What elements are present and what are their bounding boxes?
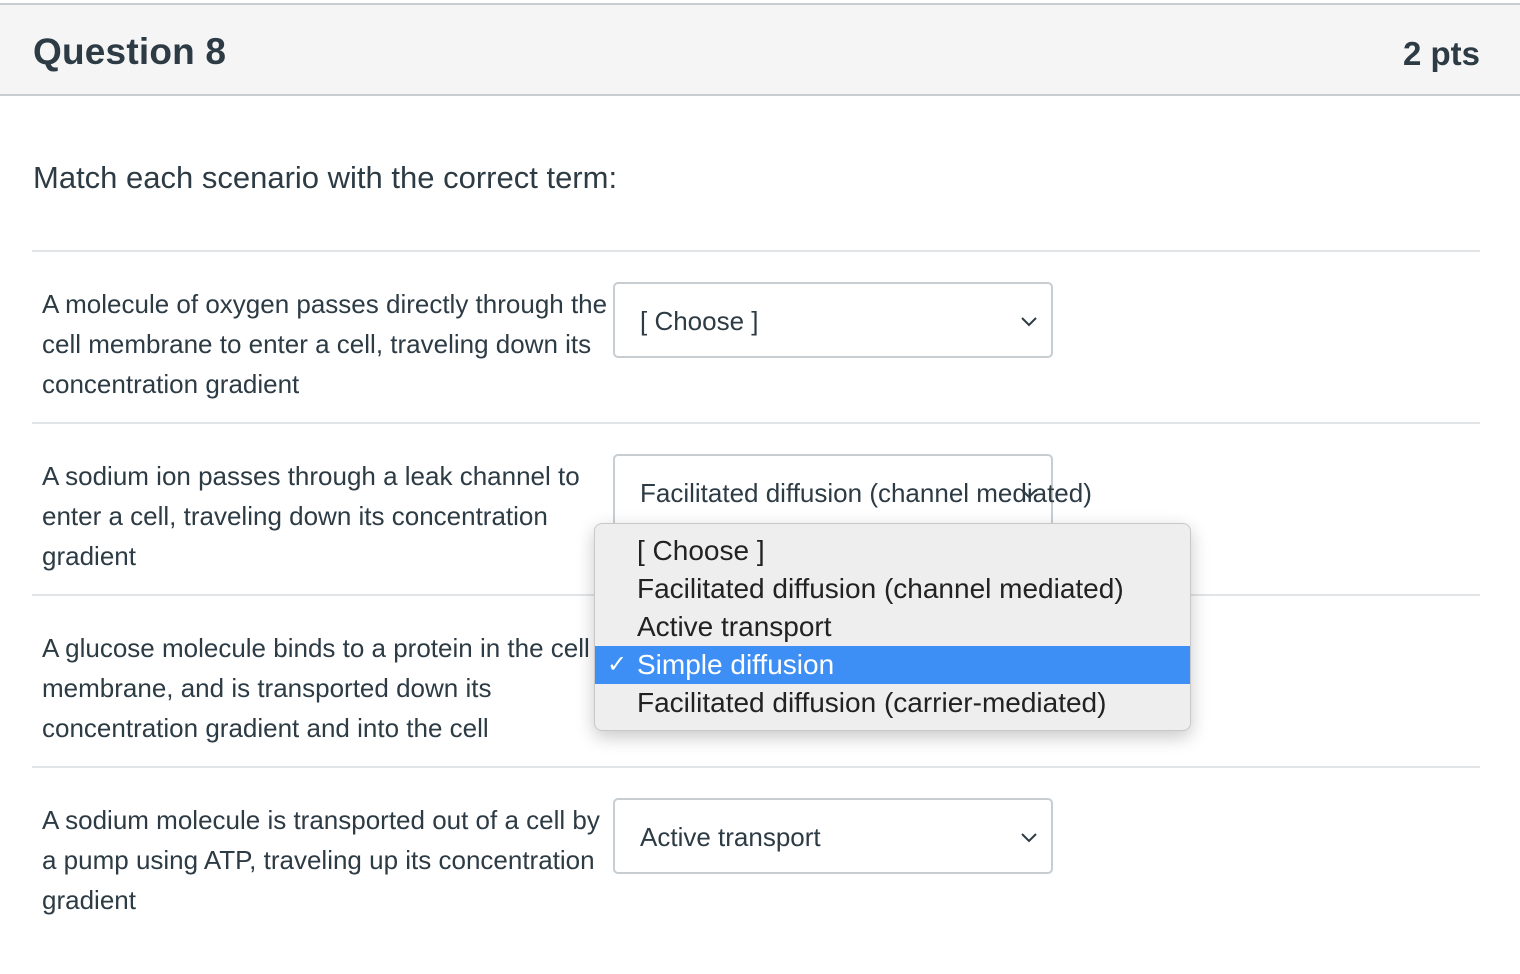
chevron-down-icon: [1019, 311, 1039, 331]
question-prompt: Match each scenario with the correct term:: [33, 160, 618, 195]
dropdown-option[interactable]: [595, 684, 1190, 722]
divider: [32, 250, 1480, 252]
answer-select-4[interactable]: [613, 798, 1053, 874]
option-label: Facilitated diffusion (carrier-mediated): [637, 687, 1107, 718]
dropdown-option-selected[interactable]: [595, 646, 1190, 684]
scenario-4-text: A sodium molecule is transported out of a cell by a pump using ATP, traveling up its concentration gradient: [42, 805, 600, 915]
answer-select-2[interactable]: [613, 454, 1092, 530]
divider: [32, 766, 1480, 768]
option-label: Simple diffusion: [637, 649, 835, 680]
answer-dropdown-menu[interactable]: [594, 523, 1191, 731]
question-header: [0, 3, 1520, 96]
answer-select-1[interactable]: [613, 282, 1053, 358]
question-title: Question 8: [33, 31, 227, 72]
scenario-2-text: A sodium ion passes through a leak channel to enter a cell, traveling down its concentration gradient: [42, 461, 580, 571]
answer-select-1-value: [ Choose ]: [640, 306, 759, 336]
dropdown-option[interactable]: [595, 532, 1190, 570]
answer-select-2-value: Facilitated diffusion (channel mediated): [640, 478, 1092, 508]
option-label: [ Choose ]: [637, 535, 765, 566]
dropdown-option[interactable]: [595, 570, 1190, 608]
scenario-3-text: A glucose molecule binds to a protein in the cell membrane, and is transported down its concentration gradient and into the cell: [42, 633, 590, 743]
chevron-down-icon: [1019, 827, 1039, 847]
option-label: Facilitated diffusion (channel mediated): [637, 573, 1124, 604]
question-points: 2 pts: [1402, 35, 1480, 72]
divider: [32, 422, 1480, 424]
dropdown-option[interactable]: [595, 608, 1190, 646]
answer-select-4-value: Active transport: [640, 822, 821, 852]
scenario-1-text: A molecule of oxygen passes directly through the cell membrane to enter a cell, traveling down its concentration gradient: [42, 289, 608, 399]
option-label: Active transport: [637, 611, 832, 642]
chevron-down-icon: [1019, 483, 1039, 503]
checkmark-icon: ✓: [607, 651, 628, 678]
